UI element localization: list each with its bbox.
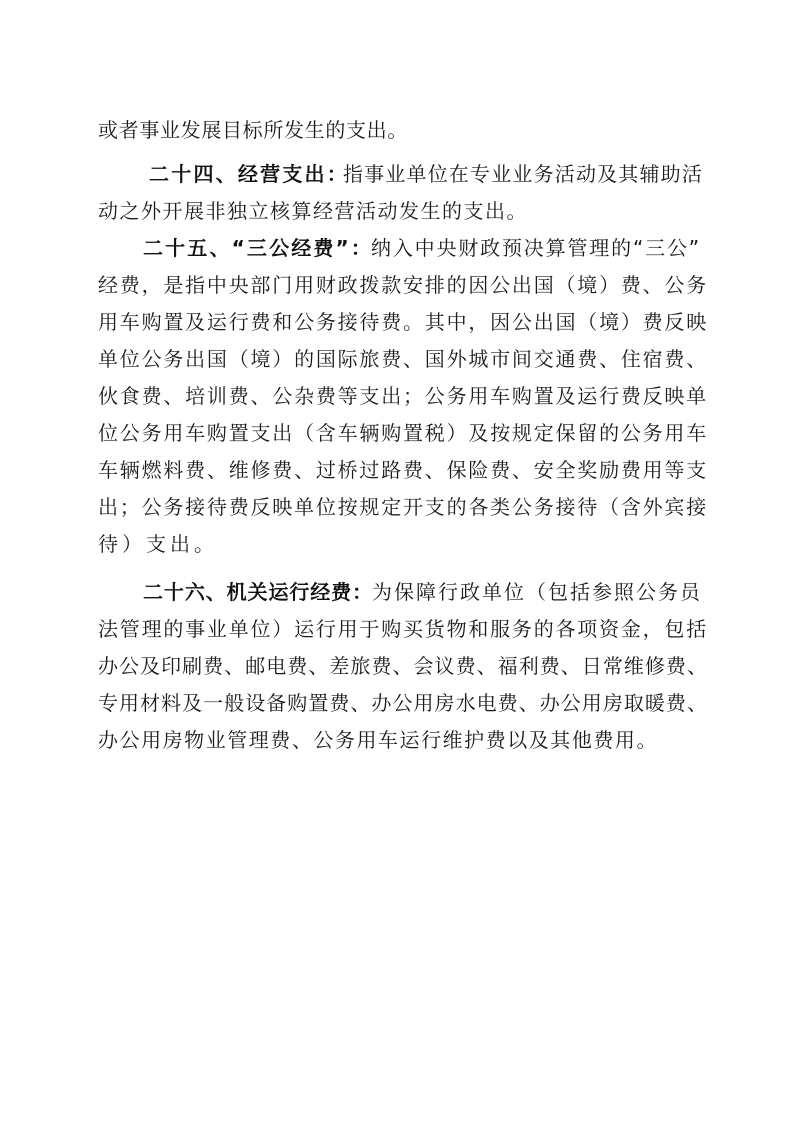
text-run: 为保障行政单位（包括参照公务员 <box>372 580 702 604</box>
section-25-line-1 <box>0 232 799 264</box>
text-run: 车辆燃料费、维修费、过桥过路费、保险费、安全奖励费用等支 <box>98 458 708 482</box>
section-25-heading: 二十五、“三公经费”： <box>143 236 373 260</box>
text-run: 用车购置及运行费和公务接待费。其中，因公出国（境）费反映 <box>98 310 708 334</box>
section-26-line-1 <box>0 576 799 608</box>
section-26-line-3 <box>0 650 799 682</box>
section-24-heading: 二十四、经营支出： <box>149 162 349 186</box>
text-run: 法管理的事业单位）运行用于购买货物和服务的各项资金，包括 <box>98 617 708 641</box>
section-24-line-1 <box>0 158 799 190</box>
text-run: 经费，是指中央部门用财政拨款安排的因公出国（境）费、公务 <box>98 273 708 297</box>
section-25-line-3 <box>0 306 799 338</box>
section-26-heading: 二十六、机关运行经费： <box>143 580 373 604</box>
section-25-line-2 <box>0 269 799 301</box>
text-run: 指事业单位在专业业务活动及其辅助活 <box>343 162 703 186</box>
text-run: 专用材料及一般设备购置费、办公用房水电费、办公用房取暖费、 <box>98 691 708 715</box>
text-run: 待）支出。 <box>98 532 218 556</box>
text-run: 伙食费、培训费、公杂费等支出；公务用车购置及运行费反映单 <box>98 384 708 408</box>
section-25-line-6 <box>0 417 799 449</box>
section-25-line-7 <box>0 454 799 486</box>
text-run: 办公及印刷费、邮电费、差旅费、会议费、福利费、日常维修费、 <box>98 654 708 678</box>
section-26-line-5 <box>0 724 799 756</box>
text-run: 纳入中央财政预决算管理的“三公” <box>371 236 701 260</box>
section-24-line-2 <box>0 195 799 227</box>
text-run: 单位公务出国（境）的国际旅费、国外城市间交通费、住宿费、 <box>98 347 708 371</box>
section-25-line-4 <box>0 343 799 375</box>
text-run: 办公用房物业管理费、公务用车运行维护费以及其他费用。 <box>98 728 658 752</box>
section-25-line-9 <box>0 528 799 560</box>
section-25-line-5 <box>0 380 799 412</box>
section-26-line-2 <box>0 613 799 645</box>
text-run: 位公务用车购置支出（含车辆购置税）及按规定保留的公务用车 <box>98 421 708 445</box>
text-run: 或者事业发展目标所发生的支出。 <box>98 118 408 142</box>
text-line-1 <box>0 114 799 146</box>
text-run: 动之外开展非独立核算经营活动发生的支出。 <box>98 199 528 223</box>
text-run: 出；公务接待费反映单位按规定开支的各类公务接待（含外宾接 <box>98 495 708 519</box>
section-26-line-4 <box>0 687 799 719</box>
section-25-line-8 <box>0 491 799 523</box>
